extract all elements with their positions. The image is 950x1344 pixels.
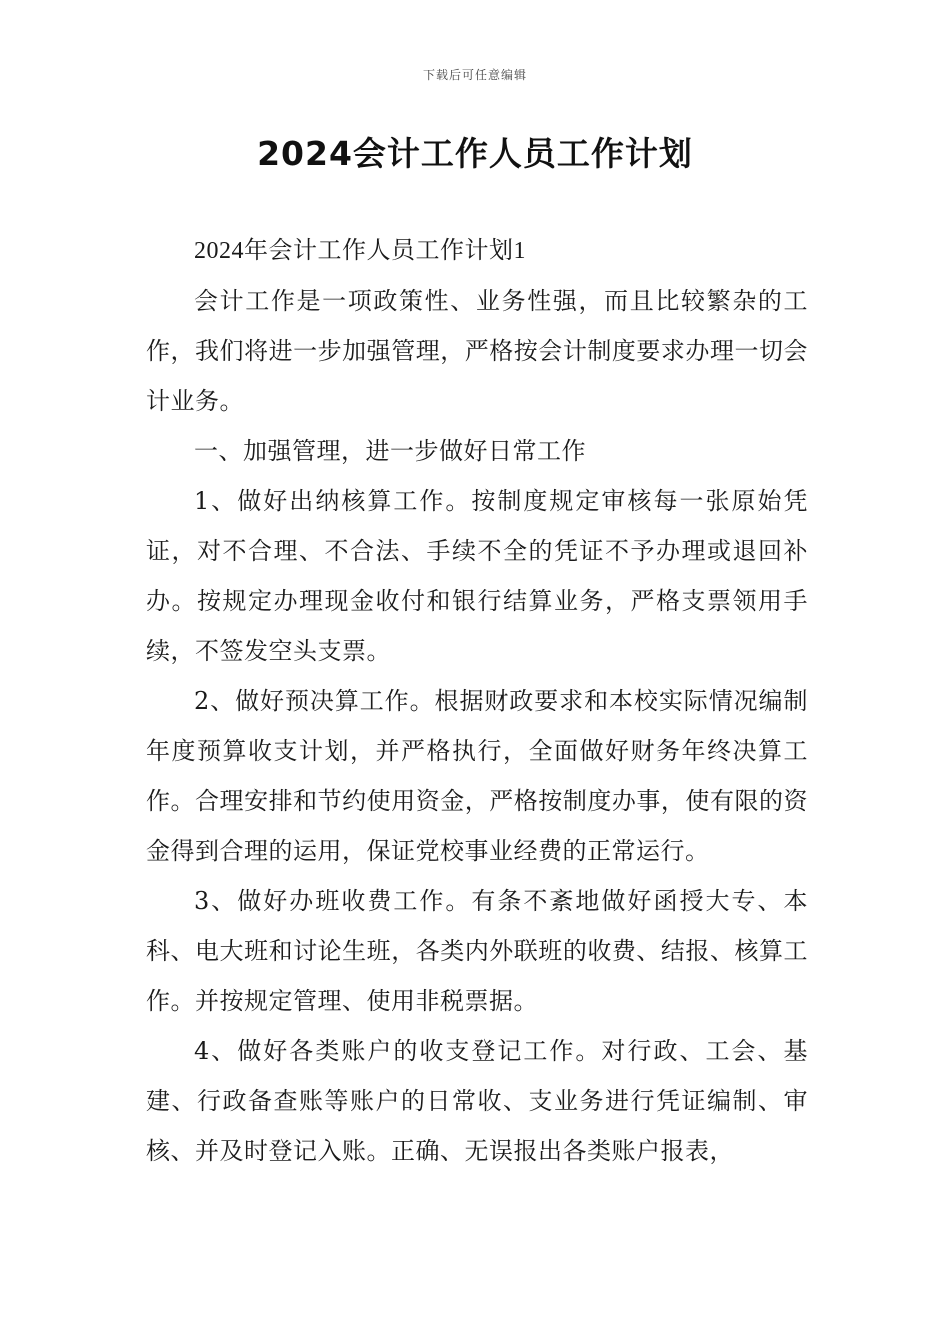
- intro-paragraph: 会计工作是一项政策性、业务性强，而且比较繁杂的工作，我们将进一步加强管理，严格按会计制度要求办理一切会计业务。: [146, 287, 808, 415]
- document-body: [146, 226, 808, 1176]
- section-heading: 一、加强管理，进一步做好日常工作: [194, 437, 586, 465]
- paragraph-item-4: 4、做好各类账户的收支登记工作。对行政、工会、基建、行政备查账等账户的日常收、支业务进行凭证编制、审核、并及时登记入账。正确、无误报出各类账户报表，: [146, 1037, 808, 1165]
- paragraph-item-2: 2、做好预决算工作。根据财政要求和本校实际情况编制年度预算收支计划，并严格执行，全面做好财务年终决算工作。合理安排和节约使用资金，严格按制度办事，使有限的资金得到合理的运用，保证党校事业经费的正常运行。: [146, 687, 808, 865]
- header-note: 下载后可任意编辑: [422, 68, 527, 82]
- paragraph-item-3: 3、做好办班收费工作。有条不紊地做好函授大专、本科、电大班和讨论生班，各类内外联班的收费、结报、核算工作。并按规定管理、使用非税票据。: [146, 887, 808, 1015]
- section-subtitle: 2024年会计工作人员工作计划1: [194, 238, 526, 264]
- document-title: 2024会计工作人员工作计划: [257, 134, 693, 173]
- paragraph-item-1: 1、做好出纳核算工作。按制度规定审核每一张原始凭证，对不合理、不合法、手续不全的凭证不予办理或退回补办。按规定办理现金收付和银行结算业务，严格支票领用手续，不签发空头支票。: [146, 487, 808, 665]
